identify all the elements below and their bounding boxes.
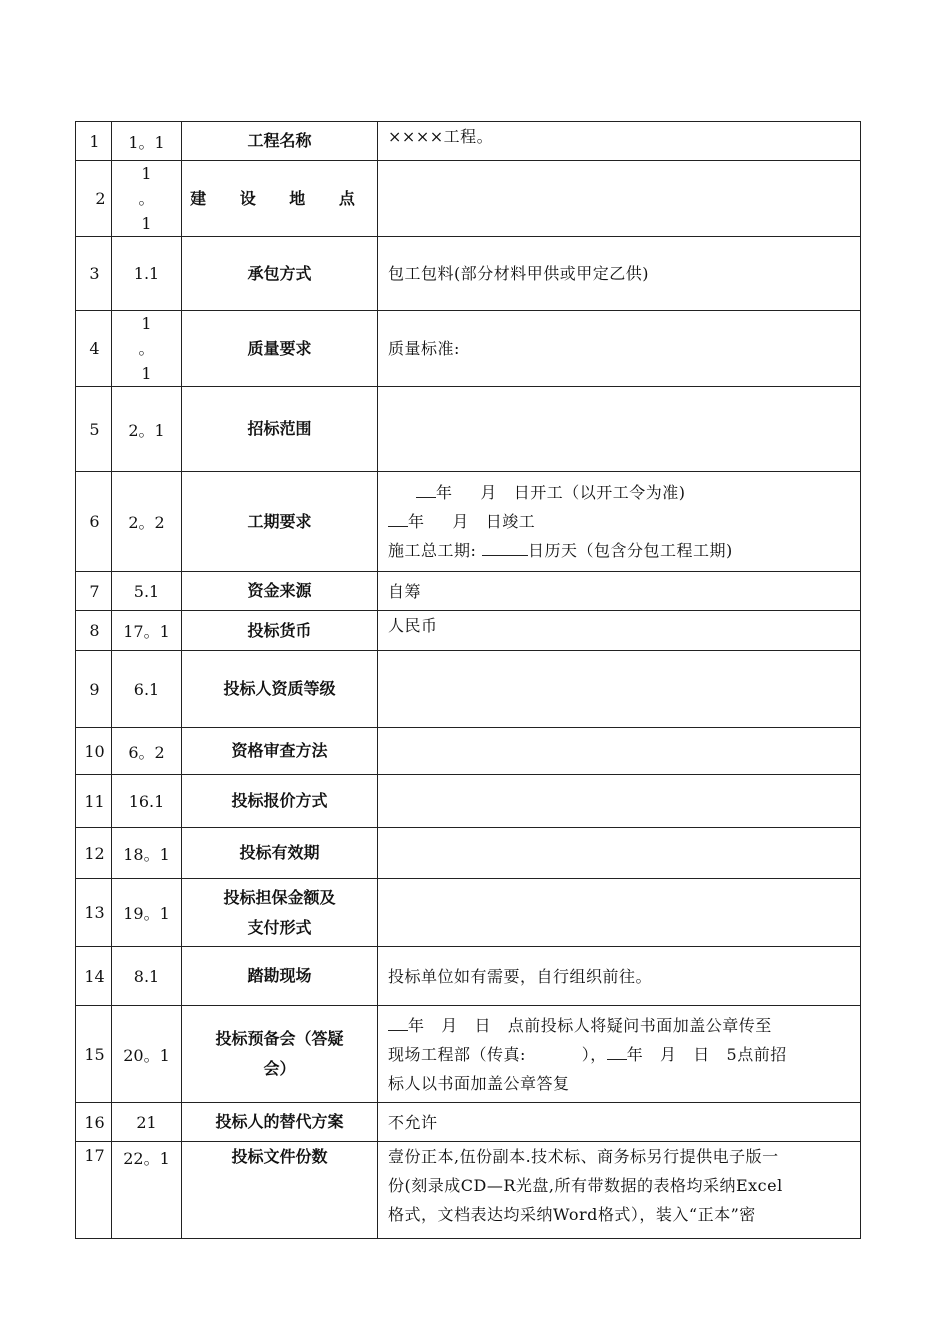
clause-number: 6。2 [112,728,182,775]
q-and-a-line-2: 现场工程部（传真: ）， 年 月 日 5点前招 [388,1040,850,1069]
row-number: 8 [76,611,112,651]
copies-line-3: 格式，文档表达均采纳Word格式），装入“正本”密 [388,1205,756,1224]
clause-number: 6.1 [112,651,182,728]
row-number: 12 [76,828,112,879]
item-name: 承包方式 [182,237,378,311]
row-number: 15 [76,1006,112,1103]
clause-number: 19。1 [112,879,182,947]
item-value [378,1142,861,1239]
table-row [76,311,861,387]
table-row [76,651,861,728]
item-name: 资金来源 [182,572,378,611]
item-name: 投标有效期 [182,828,378,879]
clause-number: 17。1 [112,611,182,651]
item-value [378,472,861,572]
table-row [76,828,861,879]
item-value [378,775,861,828]
row-number: 7 [76,572,112,611]
row-number: 3 [76,237,112,311]
table-row [76,775,861,828]
item-name: 投标预备会（答疑 会） [182,1006,378,1103]
clause-number: 8.1 [112,947,182,1006]
clause-number: 20。1 [112,1006,182,1103]
clause-number: 21 [112,1103,182,1142]
row-number: 10 [76,728,112,775]
table-row [76,161,861,237]
item-value [378,728,861,775]
row-number: 13 [76,879,112,947]
schedule-end-line: 年 月 日竣工 [388,507,850,536]
item-name: 工程名称 [182,122,378,161]
clause-number: 1。1 [112,122,182,161]
table-row [76,472,861,572]
clause-number: 18。1 [112,828,182,879]
table-row [76,947,861,1006]
bid-data-table [75,121,861,1239]
row-number: 1 [76,122,112,161]
item-name: 资格审查方法 [182,728,378,775]
item-name: 踏勘现场 [182,947,378,1006]
table-row [76,572,861,611]
table-row [76,122,861,161]
item-name: 质量要求 [182,311,378,387]
item-value [378,1006,861,1103]
clause-number: 22。1 [112,1142,182,1239]
table-row [76,879,861,947]
table-row [76,728,861,775]
clause-number: 1 。 1 [112,161,182,237]
row-number: 17 [76,1142,112,1239]
row-number: 2 [76,161,112,237]
item-value: 投标单位如有需要，自行组织前往。 [378,947,861,1006]
item-name: 建 设 地 点 [182,161,378,237]
copies-line-1: 壹份正本,伍份副本.技术标、商务标另行提供电子版一 [388,1147,779,1166]
item-value [378,651,861,728]
item-value [378,828,861,879]
table-row [76,237,861,311]
table-row [76,611,861,651]
item-name: 投标担保金额及 支付形式 [182,879,378,947]
table-row [76,1006,861,1103]
item-value: 不允许 [378,1103,861,1142]
item-value [378,387,861,472]
clause-number: 5.1 [112,572,182,611]
clause-number: 2。2 [112,472,182,572]
item-name: 投标货币 [182,611,378,651]
clause-number: 2。1 [112,387,182,472]
copies-line-2: 份(刻录成CD—R光盘,所有带数据的表格均采纳Excel [388,1176,783,1195]
row-number: 16 [76,1103,112,1142]
item-value: 人民币 [378,611,861,651]
row-number: 6 [76,472,112,572]
total-duration-line: 施工总工期: 日历天（包含分包工程工期) [388,536,850,565]
item-value: 质量标准: [378,311,861,387]
item-name: 工期要求 [182,472,378,572]
item-value: ××××工程。 [378,122,861,161]
row-number: 5 [76,387,112,472]
item-name: 投标人资质等级 [182,651,378,728]
clause-number: 1 。 1 [112,311,182,387]
item-value: 自筹 [378,572,861,611]
row-number: 14 [76,947,112,1006]
clause-number: 16.1 [112,775,182,828]
item-value [378,879,861,947]
table-row [76,1142,861,1239]
item-value: 包工包料(部分材料甲供或甲定乙供) [378,237,861,311]
row-number: 9 [76,651,112,728]
item-name: 投标报价方式 [182,775,378,828]
clause-number: 1.1 [112,237,182,311]
q-and-a-line-3: 标人以书面加盖公章答复 [388,1073,570,1093]
item-value [378,161,861,237]
schedule-start-line: 年 月 日开工（以开工令为准) [388,478,850,507]
row-number: 11 [76,775,112,828]
item-name: 招标范围 [182,387,378,472]
item-name: 投标文件份数 [182,1142,378,1239]
table-row [76,1103,861,1142]
table-row [76,387,861,472]
q-and-a-line-1: 年 月 日 点前投标人将疑问书面加盖公章传至 [388,1011,850,1040]
item-name: 投标人的替代方案 [182,1103,378,1142]
row-number: 4 [76,311,112,387]
